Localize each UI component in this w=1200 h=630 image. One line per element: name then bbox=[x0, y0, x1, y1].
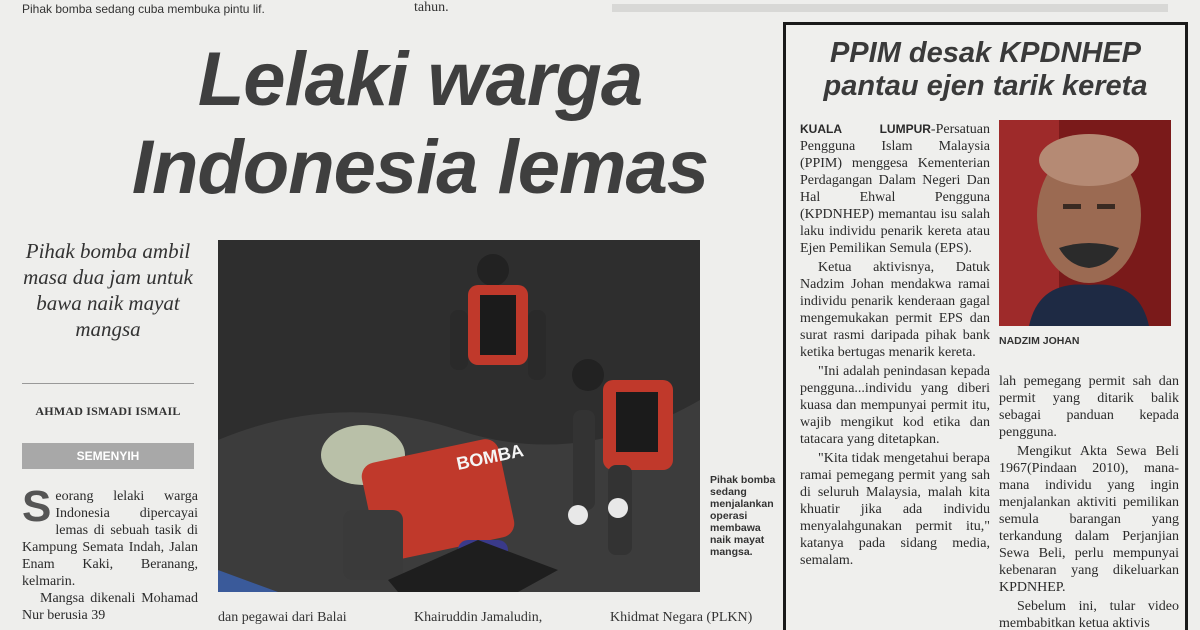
photo-caption: Pihak bomba sedang menjalankan operasi membawa naik mayat mangsa. bbox=[710, 474, 776, 558]
box-paragraph-1: KUALA LUMPUR-Persatuan Pengguna Islam Malaysia (PPIM) menggesa Kementerian Perdagangan Dalam Negeri Dan Hal Ehwal Pengguna (KPDNHEP) memantau isu salah laku individu penarik kereta atau Ejen Pemilikan Semula (EPS). bbox=[800, 122, 990, 256]
bottom-col-2: Khairuddin Jamaludin, bbox=[414, 610, 543, 625]
box-headline bbox=[786, 37, 1185, 103]
story-paragraph-2: Mangsa dikenali Mohamad Nur berusia 39 bbox=[22, 591, 198, 623]
story-body-left bbox=[22, 482, 198, 624]
bottom-col-3: Khidmat Negara (PLKN) bbox=[610, 610, 753, 625]
box-paragraph-4: "Kita tidak mengetahui berapa ramai pemegang permit yang sah di seluruh Malaysia, malah kita khuatir jika ada individu menyalahgunakan permit itu," katanya pada sidang media, semalam. bbox=[800, 451, 990, 568]
main-headline bbox=[120, 36, 720, 212]
top-divider bbox=[612, 4, 1168, 12]
box-paragraph-3: "Ini adalah penindasan kepada pengguna...individu yang diberi kuasa dan mempunyai permit itu, wajib mengikut kod etika dan tatacara yang ditetapkan. bbox=[800, 364, 990, 447]
rescue-scene-illustration bbox=[218, 240, 700, 592]
box-col2-paragraph-3: Sebelum ini, tular video membabitkan ketua aktivis bbox=[999, 599, 1179, 630]
box-headline-line-1: PPIM desak KPDNHEP bbox=[829, 37, 1142, 69]
box-paragraph-2: Ketua aktivisnya, Datuk Nadzim Johan mendakwa ramai individu penarik kenderaan gagal mengemukakan permit EPS dan surat rasmi daripada pihak bank ketika bertugas menarik kereta. bbox=[800, 260, 990, 360]
story-paragraph-1: Seorang lelaki warga Indonesia dipercayai lemas di sebuah tasik di Kampung Semata Indah, Jalan Enam Kaki, Beranang, kelmarin. bbox=[22, 482, 198, 589]
byline: AHMAD ISMADI ISMAIL bbox=[35, 404, 181, 418]
box-column-2 bbox=[999, 373, 1179, 630]
rescue-photo bbox=[218, 240, 700, 592]
drop-cap: S bbox=[22, 482, 52, 531]
sidebar-article-box bbox=[783, 22, 1188, 630]
top-text-tail: tahun. bbox=[414, 0, 449, 15]
vest-label: BOMBA bbox=[454, 440, 526, 474]
standfirst-divider bbox=[22, 383, 194, 384]
headline-line-1: Lelaki warga bbox=[197, 37, 643, 122]
portrait-illustration bbox=[999, 120, 1171, 326]
standfirst: Pihak bomba ambil masa dua jam untuk bawa naik mayat mangsa bbox=[23, 239, 193, 341]
box-col2-paragraph-1: lah pemegang permit sah dan permit yang ditarik balik sebagai panduan kepada pengguna. bbox=[999, 374, 1179, 440]
portrait-caption: NADZIM JOHAN bbox=[999, 335, 1080, 347]
top-photo-caption: Pihak bomba sedang cuba membuka pintu lif. bbox=[22, 2, 265, 16]
headline-line-2: Indonesia lemas bbox=[131, 125, 709, 210]
box-headline-line-2: pantau ejen tarik kereta bbox=[823, 70, 1148, 102]
dateline: KUALA LUMPUR bbox=[800, 122, 931, 136]
portrait-photo bbox=[999, 120, 1171, 326]
section-label: SEMENYIH bbox=[22, 443, 194, 469]
bottom-col-1: dan pegawai dari Balai bbox=[218, 610, 347, 625]
box-column-1 bbox=[800, 121, 990, 571]
box-col2-paragraph-2: Mengikut Akta Sewa Beli 1967(Pindaan 2010), mana-mana individu yang ingin menjalankan aktiviti pemilikan semula barangan yang terkandung dalam Perjanjian Sewa Beli, perlu mempunyai kebenaran yang dikeluarkan KPDNHEP. bbox=[999, 444, 1179, 595]
